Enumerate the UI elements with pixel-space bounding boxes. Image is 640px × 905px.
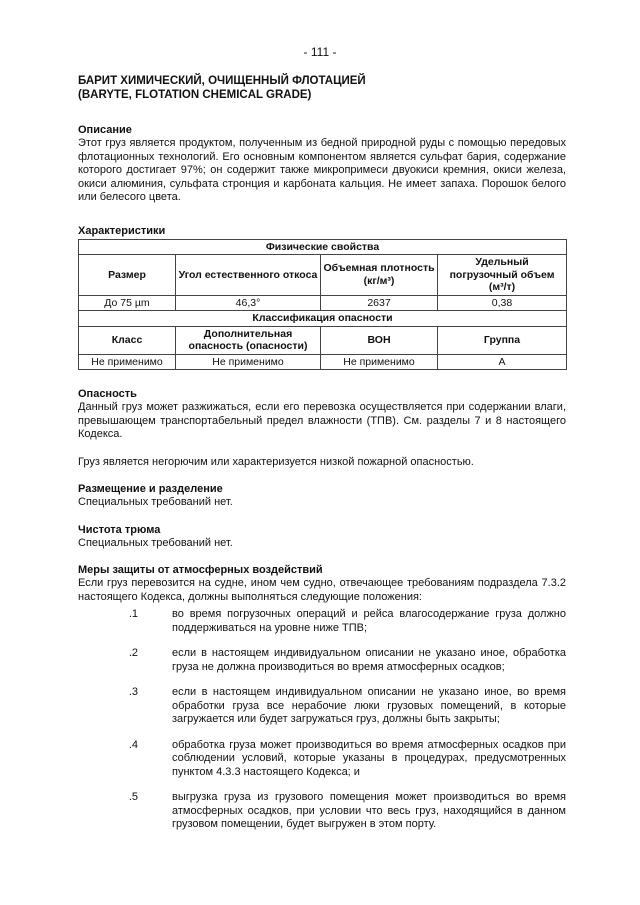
characteristics-table [78, 239, 567, 371]
weather-section [78, 564, 566, 832]
list-item [78, 739, 566, 780]
col-subsidiary-risk: Дополнительная опасность (опасности) [176, 326, 321, 354]
content [78, 74, 566, 832]
hazard-text-1: Данный груз может разжижаться, если его перевозка осуществляется при содержании влаги, превышающем транспортабельный предел влажности (ТПВ). См. разделы 7 и 8 настоящего Кодекса. [78, 401, 566, 440]
item-number: .3 [128, 686, 138, 698]
col-angle: Угол естественного откоса [176, 255, 321, 296]
col-size: Размер [79, 255, 176, 296]
col-mhb: ВОН [321, 326, 438, 354]
weather-list [78, 608, 566, 832]
val-class: Не применимо [79, 354, 176, 370]
item-text: если в настоящем индивидуальном описании не указано иное, во время обработки груза все нерабочие люки грузовых помещений, в которые загружается или будет загружаться груз, должны быть закрыты; [172, 686, 566, 725]
title-ru: БАРИТ ХИМИЧЕСКИЙ, ОЧИЩЕННЫЙ ФЛОТАЦИЕЙ [78, 75, 366, 87]
col-stowage-factor: Удельный погрузочный объем (м³/т) [438, 255, 567, 296]
characteristics-heading: Характеристики [78, 224, 166, 237]
item-text: если в настоящем индивидуальном описании не указано иное, обработка груза не должна производиться во время атмосферных осадков; [172, 647, 566, 673]
list-item [78, 608, 566, 635]
description-heading: Описание [78, 124, 132, 136]
description-section [78, 124, 566, 205]
stowage-section [78, 483, 566, 510]
item-number: .5 [128, 791, 138, 803]
item-text: выгрузка груза из грузового помещения может производиться во время атмосферных осадков, при условии что весь груз, находящийся в данном грузовом помещении, будет выгружен в этом порту. [172, 791, 566, 830]
list-item [78, 686, 566, 727]
item-number: .4 [128, 738, 138, 751]
hazard-values-row [79, 354, 567, 370]
val-density: 2637 [321, 295, 438, 311]
item-text: обработка груза может производиться во время атмосферных осадков при соблюдении условий, которые указаны в процедурах, предусмотренных пунктом 4.3.3 настоящего Кодекса; и [172, 738, 566, 778]
stowage-heading: Размещение и разделение [78, 483, 223, 495]
physical-header: Физические свойства [79, 239, 567, 255]
weather-intro: Если груз перевозится на судне, ином чем судно, отвечающее требованиям подраздела 7.3.2 настоящего Кодекса, должны выполняться следующие положения: [78, 577, 566, 603]
col-density: Объемная плотность (кг/м³) [321, 255, 438, 296]
hold-text: Специальных требований нет. [78, 536, 233, 549]
val-stowage-factor: 0,38 [438, 295, 567, 311]
hazard-header: Классификация опасности [79, 311, 567, 327]
list-item [78, 647, 566, 674]
list-item [78, 791, 566, 832]
val-subsidiary-risk: Не применимо [176, 354, 321, 370]
item-number: .2 [128, 647, 138, 659]
page-number: - 111 - [303, 45, 337, 59]
hold-heading: Чистота трюма [78, 523, 161, 536]
val-angle: 46,3° [176, 295, 321, 311]
item-number: .1 [128, 608, 138, 620]
characteristics-section [78, 225, 566, 371]
hazard-section [78, 388, 566, 469]
hazard-heading: Опасность [78, 388, 137, 400]
col-group: Группа [438, 326, 567, 354]
title-en: (BARYTE, FLOTATION CHEMICAL GRADE) [78, 89, 312, 101]
hazard-cols-row [79, 326, 567, 354]
stowage-text: Специальных требований нет. [78, 496, 233, 508]
hold-section [78, 524, 566, 551]
val-mhb: Не применимо [321, 354, 438, 370]
hazard-text-2: Груз является негорючим или характеризуется низкой пожарной опасностью. [78, 455, 474, 468]
hazard-header-row [79, 311, 567, 327]
val-group: A [438, 354, 567, 370]
description-text: Этот груз является продуктом, полученным из бедной природной руды с помощью передовых флотационных технологий. Его основным компонентом является сульфат бария, содержание которого достигает 97%; он содержит также микропримеси двуокиси кремния, окиси железа, окиси алюминия, сульфата стронция и карбоната кальция. Не имеет запаха. Порошок белого или белесого цвета. [78, 137, 566, 203]
physical-cols-row [79, 255, 567, 296]
physical-header-row [79, 239, 567, 255]
weather-heading: Меры защиты от атмосферных воздействий [78, 564, 323, 576]
item-text: во время погрузочных операций и рейса влагосодержание груза должно поддерживаться на уровне ниже ТПВ; [172, 608, 566, 634]
physical-values-row [79, 295, 567, 311]
col-class: Класс [79, 326, 176, 354]
val-size: До 75 µm [79, 295, 176, 311]
